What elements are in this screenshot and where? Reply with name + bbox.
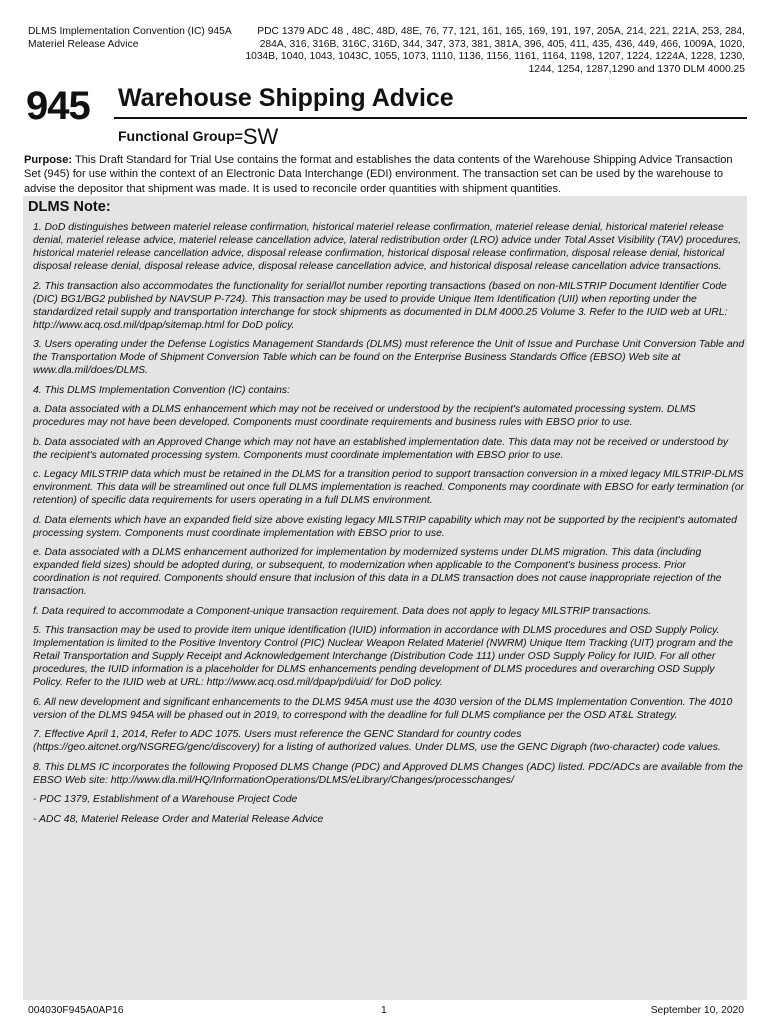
note-paragraph: e. Data associated with a DLMS enhancement authorized for implementation by modernized systems under DLMS migration. This data (including expanded field sizes) should be adopted during, or subsequent, to modernization when applicable to the Component's business process. Prior coordination is not required. Components should ensure that inclusion of this data in a DLMS transaction does not cause inappropriate rejection of the transaction.	[33, 547, 722, 597]
note-paragraph: 1. DoD distinguishes between materiel release confirmation, historical materiel release confirmation, materiel release denial, historical materiel release denial, materiel release advice, materiel release cancellation advice, lateral redistribution order (LRO) advice under Total Asset Visibility (TAV) procedures, historical materiel release cancellation advice, disposal release confirmation, historical disposal release confirmation, disposal release denial, historical disposal release denial, disposal release advice, disposal release cancellation advice, and historical disposal release cancellation advice transactions.	[33, 222, 742, 272]
note-paragraph: c. Legacy MILSTRIP data which must be retained in the DLMS for a transition period to support transaction conversion in a mixed legacy MILSTRIP-DLMS environment. This data will be streamlined out once full DLMS implementation is reached. Components may coordinate with EBSO for early termination (or retention) of specific data requirements for users operating in a full DLMS environment.	[33, 469, 744, 506]
dlms-note-box	[23, 196, 747, 1000]
functional-group-label: Functional Group=	[118, 128, 243, 144]
functional-group	[118, 121, 278, 147]
title-divider	[114, 117, 747, 119]
note-paragraph: 4. This DLMS Implementation Convention (IC) contains:	[33, 384, 290, 396]
note-paragraph: 8. This DLMS IC incorporates the following Proposed DLMS Change (PDC) and Approved DLMS Changes (ADC) listed. PDC/ADCs are available from the EBSO Web site: http://www.dla.mil/HQ/InformationOperations/DLMS/eLibrary/Changes/processchanges/	[33, 761, 743, 786]
purpose-text: This Draft Standard for Trial Use contains the format and establishes the data contents of the Warehouse Shipping Advice Transaction Set (945) for use within the context of an Electronic Data Interchange (EDI) environment. The transaction set can be used by the warehouse to advise the depositor that shipment was made. It is used to reconcile order quantities with shipment quantities.	[24, 154, 733, 195]
header-ic-subtitle: Materiel Release Advice	[28, 38, 139, 50]
note-paragraph: - ADC 48, Materiel Release Order and Material Release Advice	[33, 813, 324, 825]
header-ic-title: DLMS Implementation Convention (IC) 945A	[28, 26, 232, 37]
dlms-note-heading: DLMS Note:	[28, 199, 111, 215]
note-paragraph: 3. Users operating under the Defense Logistics Management Standards (DLMS) must reference the Unit of Issue and Purchase Unit Conversion Table and the Transportation Mode of Shipment Conversion Table which can be found on the Enterprise Business Standards Office (EBSO) Web site at www.dla.mil/does/DLMS.	[33, 339, 745, 376]
note-paragraph: d. Data elements which have an expanded field size above existing legacy MILSTRIP capability which may not be supported by the recipient's automated processing system. Components must coordinate implementation with EBSO prior to use.	[33, 514, 737, 539]
purpose-label: Purpose:	[24, 154, 73, 166]
note-paragraph: b. Data associated with an Approved Change which may not have an established implementation date. This data may not be received or understood by the recipient's automated processing system. Components must coordinate implementation with EBSO prior to use.	[33, 436, 729, 461]
note-paragraph: 2. This transaction also accommodates the functionality for serial/lot number reporting transactions (based on non-MILSTRIP Document Identifier Code (DIC) BG1/BG2 published by NAVSUP P-724). This transaction may be used to provide Unique Item Identification (UII) when reporting under the standardized retail supply and transportation interchange for stock shipments as documented in DLM 4000.25 Volume 3. Refer to the IUID web at URL: http://www.acq.osd.mil/dpap/sitemap.html for DoD policy.	[33, 280, 728, 331]
note-paragraph: - PDC 1379, Establishment of a Warehouse Project Code	[33, 794, 298, 805]
dlms-note-body	[33, 221, 745, 832]
footer-doc-id: 004030F945A0AP16	[28, 1005, 124, 1016]
note-paragraph: a. Data associated with a DLMS enhancement which may not be received or understood by the recipient's automated processing system. DLMS procedures may not have been developed. Components must coordinate requirements and business rules with EBSO prior to use.	[33, 404, 696, 428]
functional-group-code: SW	[242, 124, 279, 149]
header-left	[28, 26, 232, 51]
footer-date: September 10, 2020	[650, 1005, 744, 1016]
transaction-number: 945	[26, 84, 90, 128]
footer-page-number: 1	[381, 1005, 387, 1016]
header-change-list: PDC 1379 ADC 48 , 48C, 48D, 48E, 76, 77, 121, 161, 165, 169, 191, 197, 205A, 214, 221, 221A, 253, 284, 284A, 316, 316B, 316C, 316D, 344, 347, 373, 381, 381A, 396, 405, 411, 435, 436, 449, 466, 1009A, 1020, 1034B, 1040, 1043, 1043C, 1055, 1073, 1110, 1136, 1156, 1161, 1164, 1198, 1207, 1224, 1224A, 1228, 1230, 1244, 1254, 1287,1290 and 1370 DLM 4000.25	[245, 26, 745, 75]
page-title: Warehouse Shipping Advice	[118, 84, 454, 112]
note-paragraph: f. Data required to accommodate a Component-unique transaction requirement. Data does not apply to legacy MILSTRIP transactions.	[33, 605, 652, 617]
purpose-paragraph	[24, 153, 746, 196]
note-paragraph: 5. This transaction may be used to provide item unique identification (IUID) information in accordance with DLMS procedures and OSD Supply Policy. Implementation is limited to the Positive Inventory Control (PIC) Nuclear Weapon Related Materiel (NWRM) Unique Item Tracking (UIT) program and the Retail Transportation and Supply Receipt and Acknowledgement Interchange (Distribution Code 111) under OSD Supply Policy for IUID. For all other procedures, the IUID information is a placeholder for DLMS enhancements pending development of DLMS procedures and overarching OSD Supply Policy. Refer to the IUID web at URL: http://www.acq.osd.mil/dpap/pdi/uid/ for DoD policy.	[33, 625, 734, 688]
note-paragraph: 6. All new development and significant enhancements to the DLMS 945A must use the 4030 version of the DLMS Implementation Convention. The 4010 version of the DLMS 945A will be phased out in 2019, to correspond with the deadline for full DLMS compliance per the OSD AT&L Strategy.	[33, 696, 733, 721]
note-paragraph: 7. Effective April 1, 2014, Refer to ADC 1075. Users must reference the GENC Standard for country codes (https://geo.aitcnet.org/NSGREG/genc/discovery) for a listing of authorized values. Under DLMS, use the GENC Digraph (two-character) code values.	[33, 729, 721, 753]
